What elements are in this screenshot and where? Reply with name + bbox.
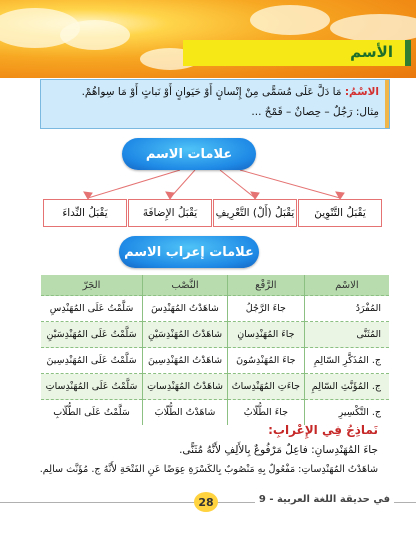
declension-table bbox=[41, 275, 389, 425]
page-title: الأسم bbox=[350, 43, 393, 61]
table-row bbox=[41, 400, 389, 426]
table-cell: جاءَ المُهَنْدِسانِ bbox=[227, 322, 304, 348]
table-cell: المُثَنَّى bbox=[304, 322, 389, 348]
column-header: النَّصْب bbox=[143, 275, 228, 296]
example-line: جاءَ المُهَنْدِسانِ: فاعِلٌ مَرْفُوعٌ بِالأَلِفِ لأَنَّهُ مُثَنًّى. bbox=[179, 444, 378, 456]
definition-text: مَا دَلَّ عَلَى مُسَمًّى مِنْ إِنْسانٍ أَوْ حَيَوانٍ أَوْ نَباتٍ أَوْ مَا سِواهُمْ. bbox=[81, 86, 342, 98]
signs-heading: علامات الاسم bbox=[122, 138, 256, 170]
definition-example: مِثال: رَجُلٌ – حِصانٌ – قَمْحٌ ... bbox=[251, 106, 379, 118]
table-cell: شاهَدْتُ المُهَنْدِسَيْنِ bbox=[143, 322, 228, 348]
sign-item-tanween: يَقْبَلُ التَّنْوِينَ bbox=[298, 199, 382, 227]
table-cell: ج. المُؤَنَّثِ السّالِمِ bbox=[304, 374, 389, 400]
table-cell: شاهَدْتُ الطُّلّابَ bbox=[143, 400, 228, 426]
column-header: الرَّفْع bbox=[227, 275, 304, 296]
table-row bbox=[41, 348, 389, 374]
declension-heading: علامات إعراب الاسم bbox=[119, 236, 259, 268]
page-number: 28 bbox=[194, 492, 218, 512]
sign-item-idafa: يَقْبَلُ الإِضافَةَ bbox=[128, 199, 212, 227]
table-cell: شاهَدْتُ المُهَنْدِساتِ bbox=[143, 374, 228, 400]
column-header: الاسْم bbox=[304, 275, 389, 296]
example-line: شاهَدْتُ المُهَنْدِساتِ: مَفْعُولٌ بِهِ مَنْصُوبٌ بِالكَسْرَةِ عِوَضًا عَنِ الفَتْحَةِ لأَنَّهُ ج. مُؤَنَّث سالِم. bbox=[39, 464, 378, 475]
table-cell: ج. التَّكْسِيرِ bbox=[304, 400, 389, 426]
table-cell: شاهَدْتُ المُهَنْدِسَ bbox=[143, 296, 228, 322]
connector-line bbox=[88, 170, 180, 198]
table-cell: المُفْرَدُ bbox=[304, 296, 389, 322]
table-cell: جاءَ المُهَنْدِسُونَ bbox=[227, 348, 304, 374]
table-cell: سَلَّمْتُ عَلَى المُهَنْدِسِ bbox=[41, 296, 143, 322]
table-header-row bbox=[41, 275, 389, 296]
table-cell: سَلَّمْتُ عَلَى المُهَنْدِسِينَ bbox=[41, 348, 143, 374]
table-cell: شاهَدْتُ المُهَنْدِسِينَ bbox=[143, 348, 228, 374]
arrow-head-icon bbox=[166, 192, 174, 199]
definition-term: الاسْمُ: bbox=[344, 86, 379, 98]
table-cell: جاءَتِ المُهَنْدِساتُ bbox=[227, 374, 304, 400]
table-cell: جاءَ الطُّلّابُ bbox=[227, 400, 304, 426]
table-cell: سَلَّمْتُ عَلَى المُهَنْدِساتِ bbox=[41, 374, 143, 400]
table-cell: سَلَّمْتُ عَلَى الطُّلّابِ bbox=[41, 400, 143, 426]
footer-book-title: في حديقة اللغة العربية - 9 bbox=[255, 494, 394, 505]
table-row bbox=[41, 296, 389, 322]
arrow-head-icon bbox=[336, 192, 344, 199]
examples-title: نَماذِجُ فِي الإِعْرابِ: bbox=[268, 423, 378, 437]
table-row bbox=[41, 322, 389, 348]
column-header: الجَرّ bbox=[41, 275, 143, 296]
table-row bbox=[41, 374, 389, 400]
table-cell: سَلَّمْتُ عَلَى المُهَنْدِسَيْنِ bbox=[41, 322, 143, 348]
table-cell: ج. المُذَكَّرِ السّالِمِ bbox=[304, 348, 389, 374]
arrow-head-icon bbox=[84, 192, 92, 199]
table-cell: جاءَ الرَّجُلُ bbox=[227, 296, 304, 322]
sign-item-nida: يَقْبَلُ النِّداءَ bbox=[43, 199, 127, 227]
sign-item-al: يَقْبَلُ (أَلْ) التَّعْرِيفِ bbox=[213, 199, 297, 227]
connector-line bbox=[220, 170, 255, 198]
